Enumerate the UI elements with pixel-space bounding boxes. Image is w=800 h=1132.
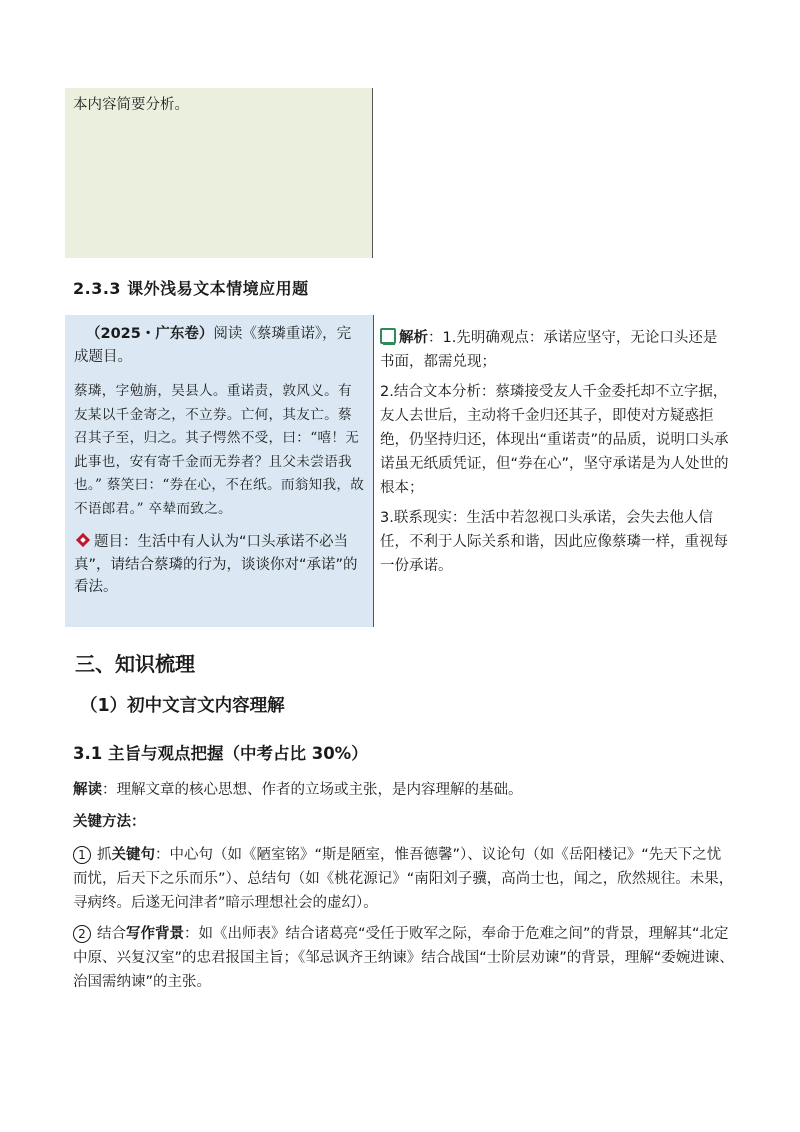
method-2-paragraph: 2 结合写作背景：如《出师表》结合诸葛亮“受任于败军之际，奉命于危难之间”的背景，理解其“北定中原、兴复汉室”的忠君报国主旨；《邹忌讽齐王纳谏》结合战国“士阶层劝谏”的背景，理解“委婉进谏、治国需纳谏”的主张。 <box>73 926 734 990</box>
reading-label: 解读 <box>73 782 102 798</box>
analysis-point-2: 2.结合文本分析：蔡璘接受友人千金委托却不立字据，友人去世后，主动将千金归还其子，即使对方疑惑拒绝，仍坚持归还，体现出“重诺责”的品质，说明口头承诺虽无纸质凭证，但“券在心”，坚守承诺是为人处世的根本； <box>380 384 729 496</box>
question-cell <box>65 315 374 627</box>
section-heading-2-3-3: 2.3.3 课外浅易文本情境应用题 <box>73 279 309 298</box>
task-text: ：生活中有人认为“口头承诺不必当真”，请结合蔡璘的行为，谈谈你对“承诺”的看法。 <box>74 534 358 595</box>
previous-answer-text: 本内容简要分析。 <box>73 97 189 113</box>
analysis-label: 解析 <box>399 330 428 346</box>
checkbox-icon <box>380 328 396 344</box>
reading-paragraph: 解读：理解文章的核心思想、作者的立场或主张，是内容理解的基础。 <box>73 782 523 798</box>
analysis-cell <box>380 326 730 584</box>
method-2-keyword: 写作背景 <box>126 926 184 942</box>
section-heading-3-1: 3.1 主旨与观点把握（中考占比 30%） <box>73 744 368 763</box>
previous-answer-cell <box>65 88 373 258</box>
method-1-keyword: 关键句 <box>111 847 155 863</box>
question-header <box>74 323 365 368</box>
question-task <box>74 531 365 599</box>
methods-label: 关键方法： <box>73 814 146 830</box>
question-source: （2025・广东卷） <box>86 326 214 342</box>
classical-text: 蔡璘，字勉旃，吴县人。重诺责，敦风义。有友某以千金寄之，不立券。亡何，其友亡。蔡召其子至，归之。其子愕然不受，曰：“嘻！无此事也，安有寄千金而无券者？且父未尝语我也。” 蔡笑曰：“券在心，不在纸。而翁知我，故不语郎君。” 卒辇而致之。 <box>74 383 365 517</box>
task-label: 题目 <box>94 534 123 550</box>
section-heading-3: 三、知识梳理 <box>75 652 195 676</box>
diamond-icon <box>76 533 90 547</box>
circled-number-1: 1 <box>73 846 91 864</box>
question-intro: 阅读《蔡璘重诺》，完成题目。 <box>74 326 352 365</box>
subsection-heading-1: （1）初中文言文内容理解 <box>80 696 285 716</box>
circled-number-2: 2 <box>73 925 91 943</box>
analysis-point-3: 3.联系现实：生活中若忽视口头承诺，会失去他人信任，不利于人际关系和谐，因此应像蔡璘一样，重视每一份承诺。 <box>380 510 728 574</box>
analysis-point-1: 解析：1.先明确观点：承诺应坚守，无论口头还是书面，都需兑现； <box>380 330 718 370</box>
method-1-paragraph: 1 抓关键句：中心句（如《陋室铭》“斯是陋室，惟吾德馨”）、议论句（如《岳阳楼记》“先天下之忧而忧，后天下之乐而乐”）、总结句（如《桃花源记》“南阳刘子骥，高尚士也，闻之，欣然规往。未果，寻病终。后遂无问津者”暗示理想社会的虚幻）。 <box>73 847 734 911</box>
